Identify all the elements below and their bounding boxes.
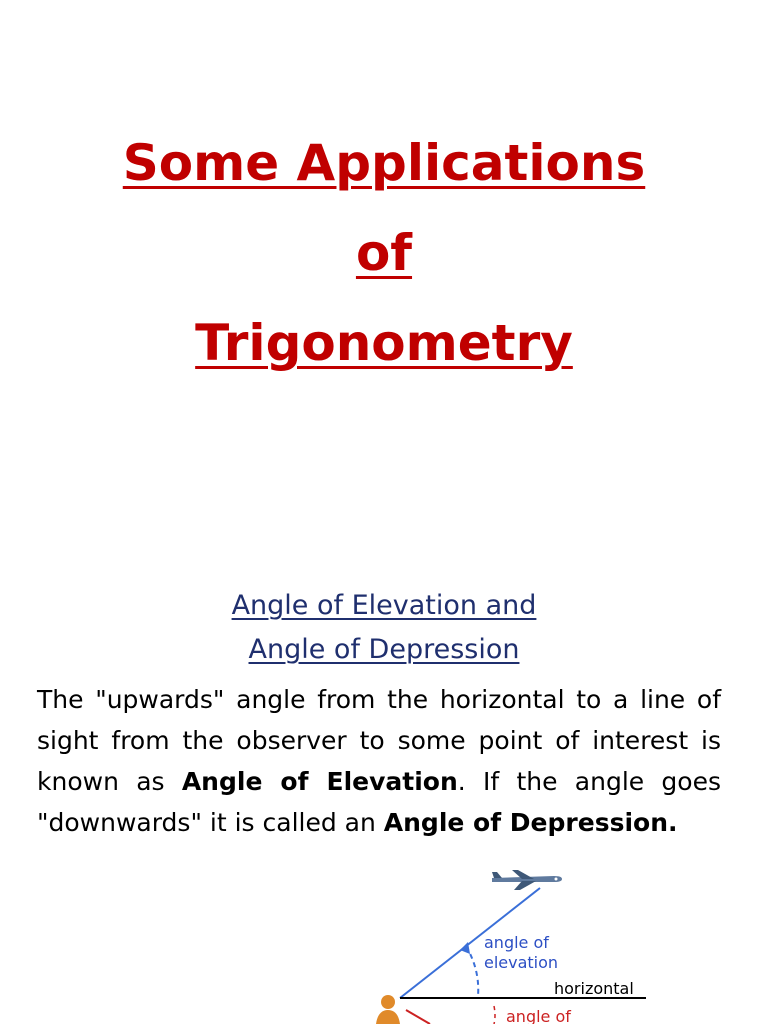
section-heading-line-1: Angle of Elevation and bbox=[231, 590, 537, 621]
title-line-1: Some Applications bbox=[122, 134, 646, 192]
term-angle-of-elevation: Angle of Elevation bbox=[181, 767, 458, 796]
elevation-arc bbox=[466, 946, 478, 996]
section-heading bbox=[0, 584, 768, 672]
definition-paragraph bbox=[37, 679, 721, 843]
depression-arc bbox=[494, 1006, 495, 1024]
section-heading-line-2: Angle of Depression bbox=[248, 634, 520, 665]
label-angle-of-depression: angle of bbox=[506, 1007, 571, 1024]
title-line-2: of bbox=[355, 224, 413, 282]
label-horizontal: horizontal bbox=[554, 979, 634, 998]
title-line-3: Trigonometry bbox=[195, 314, 573, 372]
label-elevation: elevation bbox=[484, 953, 559, 972]
title-block bbox=[0, 118, 768, 388]
airplane-icon bbox=[492, 870, 562, 890]
paragraph-text-2: . If the angle goes "downwards" it is called an bbox=[37, 767, 721, 837]
label-angle-of: angle of bbox=[484, 933, 549, 952]
paragraph-text-1: The "upwards" angle from the horizontal to a line of sight from the observer to some point of interest is known as bbox=[37, 685, 721, 796]
term-angle-of-depression: Angle of Depression. bbox=[383, 808, 678, 837]
observer-icon bbox=[376, 995, 400, 1024]
line-of-sight-down bbox=[406, 1010, 430, 1024]
elevation-depression-diagram bbox=[360, 860, 660, 1024]
